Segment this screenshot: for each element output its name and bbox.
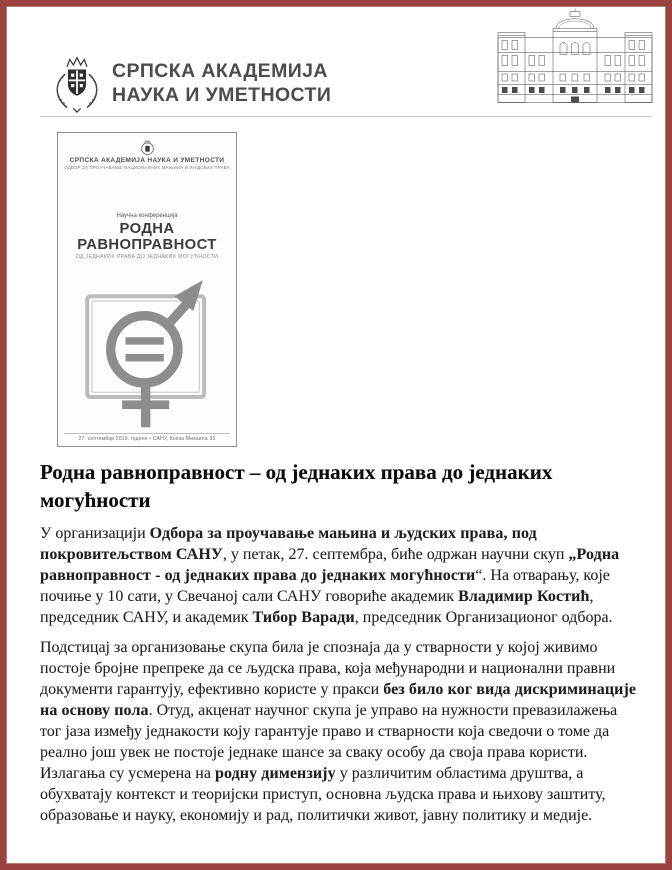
header-divider — [40, 116, 652, 117]
article — [40, 458, 641, 835]
org-name-line2: НАУКА И УМЕТНОСТИ — [112, 84, 332, 106]
sanu-logo-icon — [48, 54, 106, 114]
poster-org-name: СРПСКА АКАДЕМИЈА НАУКА И УМЕТНОСТИ — [69, 157, 225, 164]
article-title: Родна равноправност – од једнаких права до једнаких могућности — [40, 460, 553, 512]
poster-committee-name: ОДБОР ЗА ПРОУЧАВАЊЕ НАЦИОНАЛНИХ МАЊИНА И ЉУДСКИХ ПРАВА — [64, 165, 230, 170]
gender-equality-symbol — [76, 268, 218, 436]
poster-footer-text: 27. септембар 2019. године • САНУ, Кнеза Михаила 35 — [64, 433, 230, 442]
article-paragraph-1: У организацији Одбора за проучавање мањина и људских права, под покровитељством САНУ, у петак, 27. септембра, биће одржан научни скуп „Родна равноправност - од једнаких права до једнаких могућности“. На отварању, које почиње у 10 сати, у Свечаној сали САНУ говориће академик Владимир Костић, председник САНУ, и академик Тибор Варади, председник Организационог одбора. — [40, 525, 620, 626]
org-name — [112, 59, 331, 107]
poster-emblem-icon — [140, 140, 155, 156]
poster-title: РОДНА РАВНОПРАВНОСТ — [77, 221, 217, 253]
poster-subtitle: ОД ЈЕДНАКИХ ПРАВА ДО ЈЕДНАКИХ МОГУЋНОСТИ — [75, 254, 219, 260]
org-name-line1: СРПСКА АКАДЕМИЈА — [112, 60, 328, 82]
sanu-building-drawing — [494, 8, 656, 105]
conference-poster — [57, 132, 237, 447]
article-paragraph-2: Подстицај за организовање скупа била је спознаја да у стварности у којој живимо постоје бројне препреке да се људска права, која међународни и национални правни документи гарантују, ефективно користе у пракси без било ког вида дискриминације на основу пола. Отуд, акценат научног скупа је управо на нужности превазилажења тог јаза између једнакости коју гарантује право и стварности која сведочи о томе да реално још увек не постоје једнаке шансе за сваку особу да своја права користи. Излагања су усмерена на родну димензију у различитим областима друштва, а обухватају контекст и теоријски приступ, основна људска права и њихову заштиту, образовање и науку, економију и рад, политички живот, јавну политику и медије. — [40, 639, 637, 824]
poster-conference-label: Научна конференција — [116, 213, 178, 219]
